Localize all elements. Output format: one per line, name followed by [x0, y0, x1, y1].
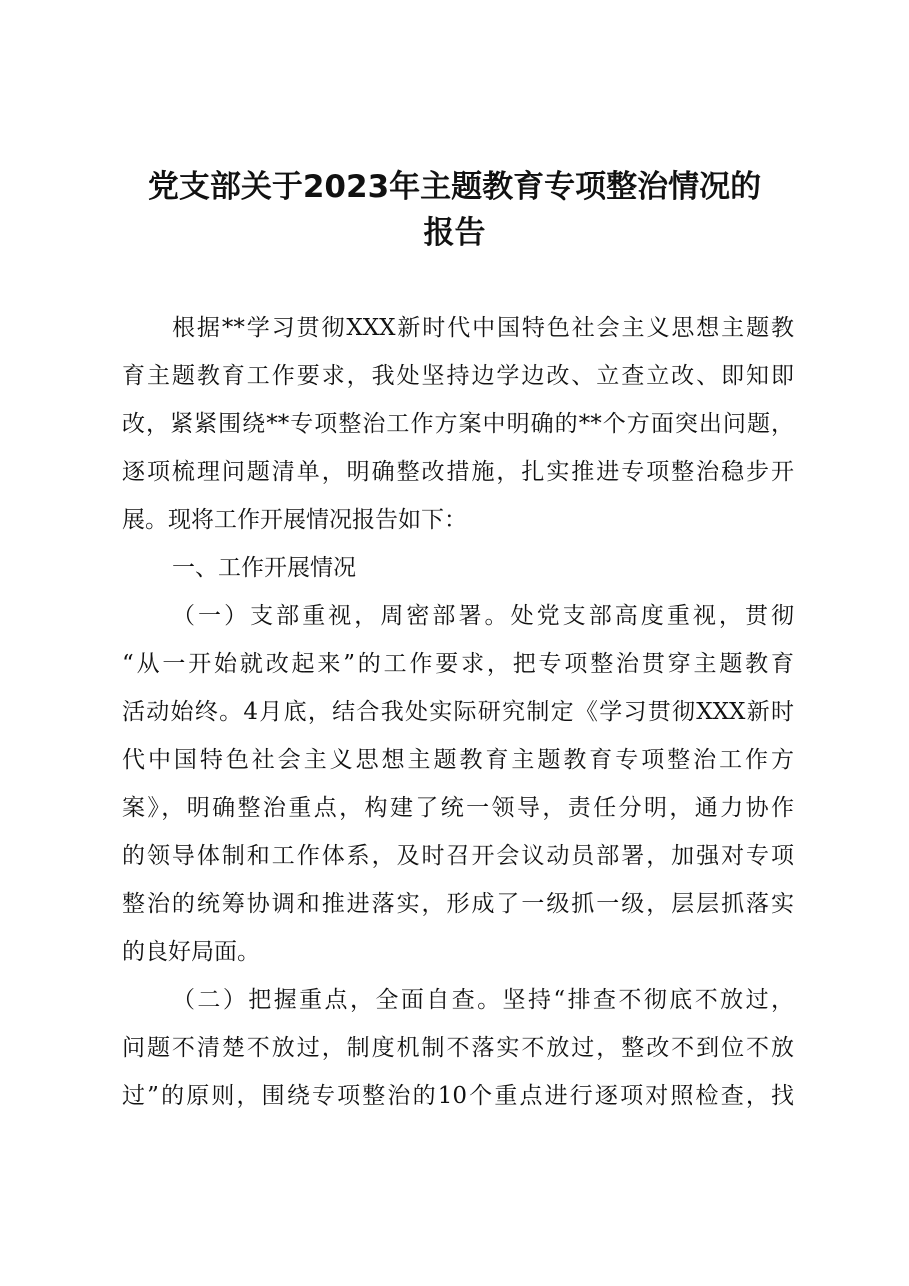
paragraph-line: （二）把握重点，全面自查。坚持“排查不彻底不放过，: [172, 987, 794, 1013]
paragraph-line: 案》，明确整治重点，构建了统一领导，责任分明，通力协作: [122, 795, 794, 821]
document-title-line-2: 报告: [423, 215, 486, 251]
paragraph-line: 的领导体制和工作体系，及时召开会议动员部署，加强对专项: [122, 843, 794, 869]
paragraph-line: 根据**学习贯彻XXX新时代中国特色社会主义思想主题教: [172, 315, 794, 341]
paragraph-line: 改，紧紧围绕**专项整治工作方案中明确的**个方面突出问题，: [122, 411, 794, 437]
paragraph-line: 整治的统筹协调和推进落实，形成了一级抓一级，层层抓落实: [122, 891, 794, 917]
paragraph-line: 逐项梳理问题清单，明确整改措施，扎实推进专项整治稳步开: [122, 459, 794, 485]
paragraph-line: 活动始终。4月底，结合我处实际研究制定《学习贯彻XXX新时: [122, 699, 794, 725]
paragraph-line: 问题不清楚不放过，制度机制不落实不放过，整改不到位不放: [122, 1035, 794, 1061]
paragraph-line: 代中国特色社会主义思想主题教育主题教育专项整治工作方: [122, 747, 794, 773]
paragraph-line: 展。现将工作开展情况报告如下：: [122, 507, 467, 533]
paragraph-line: 过”的原则，围绕专项整治的10个重点进行逐项对照检查，找: [122, 1083, 794, 1109]
document-title-line-1: 党支部关于2023年主题教育专项整治情况的: [147, 169, 762, 205]
paragraph-line: 的良好局面。: [122, 939, 260, 965]
paragraph-line: 育主题教育工作要求，我处坚持边学边改、立查立改、即知即: [122, 363, 794, 389]
section-heading: 一、工作开展情况: [172, 555, 356, 581]
paragraph-line: “从一开始就改起来”的工作要求，把专项整治贯穿主题教育: [122, 651, 794, 677]
paragraph-line: （一）支部重视，周密部署。处党支部高度重视，贯彻: [172, 603, 794, 629]
